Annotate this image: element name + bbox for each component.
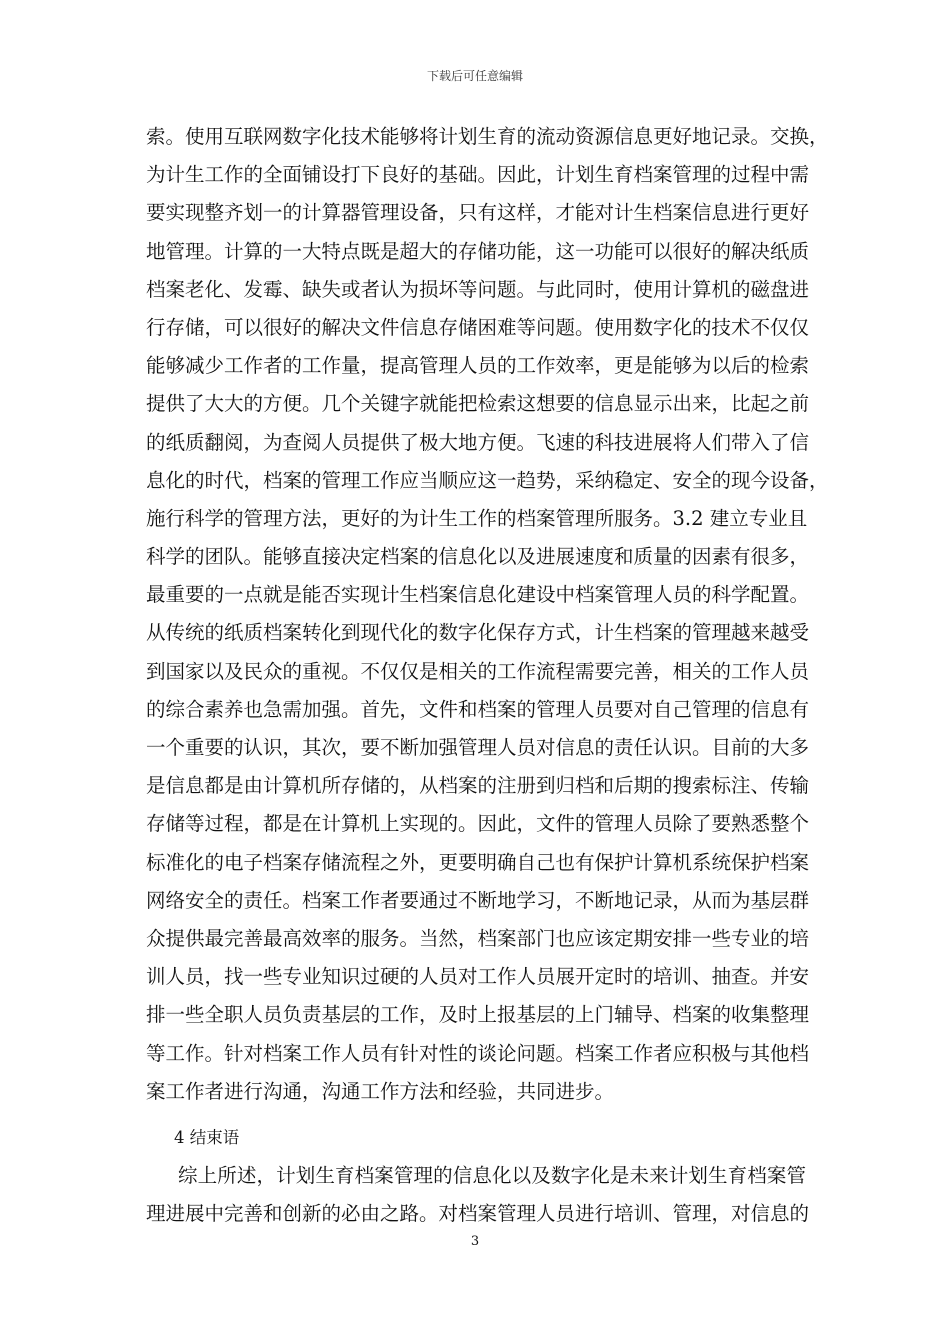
text-line: 科学的团队。能够直接决定档案的信息化以及进展速度和质量的因素有很多， [146, 545, 810, 569]
text-line: 一个重要的认识，其次，要不断加强管理人员对信息的责任认识。目前的大多 [146, 736, 810, 759]
text-line: 理进展中完善和创新的必由之路。对档案管理人员进行培训、管理，对信息的 [146, 1202, 810, 1226]
text-line: 息化的时代，档案的管理工作应当顺应这一趋势，采纳稳定、安全的现今设备， [146, 468, 829, 492]
text-line: 排一些全职人员负责基层的工作，及时上报基层的上门辅导、档案的收集整理 [146, 1003, 810, 1027]
text-line: 地管理。计算的一大特点既是超大的存储功能，这一功能可以很好的解决纸质 [146, 239, 810, 263]
text-line: 最重要的一点就是能否实现计生档案信息化建设中档案管理人员的科学配置。 [146, 583, 810, 607]
body-paragraph [146, 118, 829, 1111]
text-line: 档案老化、发霉、缺失或者认为损坏等问题。与此同时，使用计算机的磁盘进 [146, 277, 810, 301]
text-line: 是信息都是由计算机所存储的，从档案的注册到归档和后期的搜索标注、传输 [146, 774, 810, 798]
text-line: 的纸质翻阅，为查阅人员提供了极大地方便。飞速的科技进展将人们带入了信 [146, 430, 810, 454]
page-header: 下载后可任意编辑 [426, 69, 523, 83]
text-line: 行存储，可以很好的解决文件信息存储困难等问题。使用数字化的技术不仅仅 [146, 315, 810, 339]
text-line: 施行科学的管理方法，更好的为计生工作的档案管理所服务。3.2 建立专业且 [146, 506, 808, 530]
text-line: 等工作。针对档案工作人员有针对性的谈论问题。档案工作者应积极与其他档 [146, 1041, 810, 1065]
text-line: 索。使用互联网数字化技术能够将计划生育的流动资源信息更好地记录。交换， [146, 125, 829, 148]
text-line: 到国家以及民众的重视。不仅仅是相关的工作流程需要完善，相关的工作人员 [146, 659, 810, 683]
text-line: 训人员，找一些专业知识过硬的人员对工作人员展开定时的培训、抽查。并安 [146, 965, 810, 989]
text-line: 从传统的纸质档案转化到现代化的数字化保存方式，计生档案的管理越来越受 [146, 621, 810, 645]
text-line: 综上所述，计划生育档案管理的信息化以及数字化是未来计划生育档案管 [178, 1164, 806, 1187]
text-line: 的综合素养也急需加强。首先，文件和档案的管理人员要对自己管理的信息有 [146, 697, 810, 721]
text-line: 要实现整齐划一的计算器管理设备，只有这样，才能对计生档案信息进行更好 [146, 201, 810, 225]
text-line: 网络安全的责任。档案工作者要通过不断地学习，不断地记录，从而为基层群 [146, 888, 810, 912]
text-line: 众提供最完善最高效率的服务。当然，档案部门也应该定期安排一些专业的培 [146, 926, 810, 950]
conclusion-paragraph [146, 1157, 810, 1233]
text-line: 标准化的电子档案存储流程之外，更要明确自己也有保护计算机系统保护档案 [146, 850, 810, 874]
text-line: 能够减少工作者的工作量，提高管理人员的工作效率，更是能够为以后的检索 [146, 354, 810, 378]
section-heading: 4 结束语 [174, 1128, 240, 1147]
page-number: 3 [470, 1234, 480, 1249]
text-line: 为计生工作的全面铺设打下良好的基础。因此，计划生育档案管理的过程中需 [146, 163, 810, 187]
text-line: 提供了大大的方便。几个关键字就能把检索这想要的信息显示出来，比起之前 [146, 392, 810, 416]
text-line: 案工作者进行沟通，沟通工作方法和经验，共同进步。 [146, 1079, 615, 1103]
text-line: 存储等过程，都是在计算机上实现的。因此，文件的管理人员除了要熟悉整个 [146, 812, 810, 836]
